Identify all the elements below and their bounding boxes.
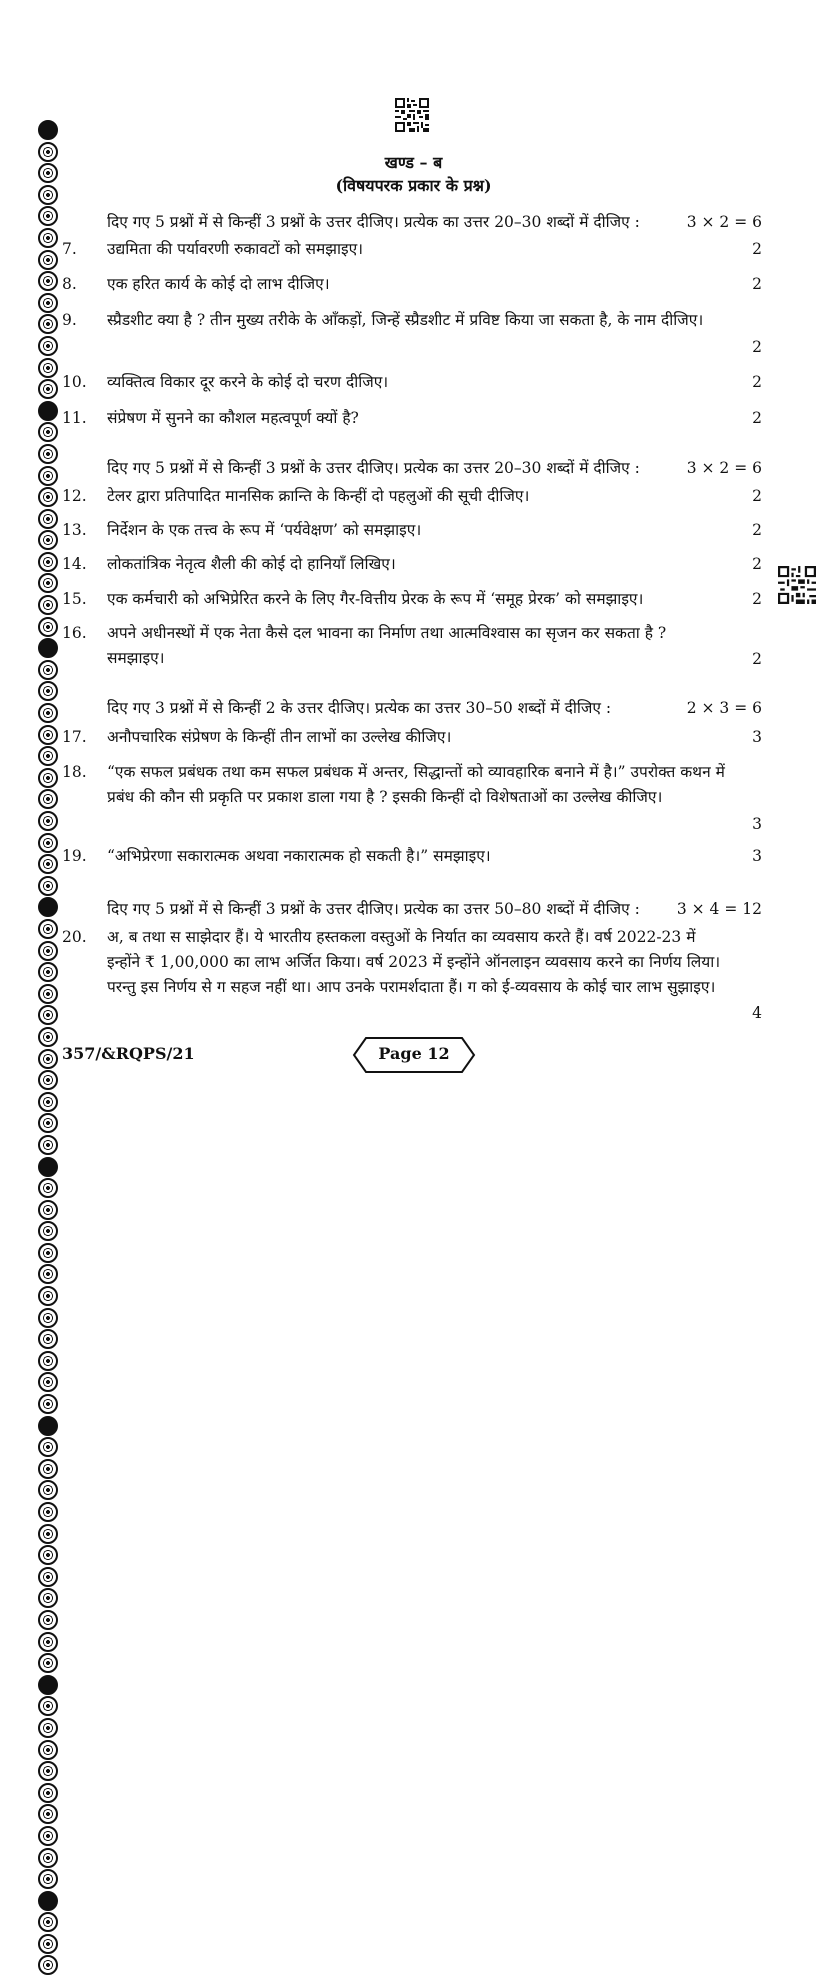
question-number: 13. xyxy=(62,521,87,539)
question-number: 15. xyxy=(62,590,87,608)
question-text: एक हरित कार्य के कोई दो लाभ दीजिए। xyxy=(107,275,330,293)
registration-ring-icon xyxy=(38,1351,58,1371)
question-marks: 3 xyxy=(752,728,762,746)
registration-ring-icon xyxy=(38,509,58,529)
registration-ring-icon xyxy=(38,1005,58,1025)
registration-ring-icon xyxy=(38,271,58,291)
registration-ring-icon xyxy=(38,552,58,572)
registration-ring-icon xyxy=(38,1221,58,1241)
registration-ring-icon xyxy=(38,487,58,507)
registration-ring-icon xyxy=(38,1545,58,1565)
registration-ring-icon xyxy=(38,1891,58,1911)
question-text: व्यक्तित्व विकार दूर करने के कोई दो चरण दीजिए। xyxy=(107,373,389,391)
registration-ring-icon xyxy=(38,293,58,313)
registration-ring-icon xyxy=(38,1869,58,1889)
question-marks: 2 xyxy=(752,409,762,427)
registration-ring-icon xyxy=(38,466,58,486)
question-text: अपने अधीनस्थों में एक नेता कैसे दल भावना का निर्माण तथा आत्मविश्वास का सृजन कर सकता है ? समझाइए। xyxy=(107,624,667,667)
registration-ring-icon xyxy=(38,1394,58,1414)
instruction-text: दिए गए 5 प्रश्नों में से किन्हीं 3 प्रश्नों के उत्तर दीजिए। प्रत्येक का उत्तर 20–30 शब्दों में दीजिए : xyxy=(107,213,640,231)
registration-ring-icon xyxy=(38,595,58,615)
registration-ring-icon xyxy=(38,1740,58,1760)
instruction-marks: 2 × 3 = 6 xyxy=(686,699,762,717)
registration-ring-icon xyxy=(38,1092,58,1112)
registration-ring-icon xyxy=(38,1826,58,1846)
paper-code: 357/&RQPS/21 xyxy=(62,1044,195,1063)
registration-ring-icon xyxy=(38,789,58,809)
question-marks: 2 xyxy=(752,590,762,608)
question-number: 8. xyxy=(62,275,77,293)
section-title: खण्ड – ब xyxy=(384,153,443,172)
question-number: 11. xyxy=(62,409,87,427)
registration-ring-icon xyxy=(38,401,58,421)
registration-ring-icon xyxy=(38,1567,58,1587)
question-marks: 3 xyxy=(752,815,762,833)
page-number: Page 12 xyxy=(378,1044,450,1063)
registration-ring-icon xyxy=(38,1804,58,1824)
question-number: 10. xyxy=(62,373,87,391)
instruction-marks: 3 × 4 = 12 xyxy=(676,900,762,918)
registration-ring-icon xyxy=(38,1135,58,1155)
registration-ring-icon xyxy=(38,1264,58,1284)
question-marks: 3 xyxy=(752,847,762,865)
question-marks: 2 xyxy=(752,521,762,539)
page-number-box xyxy=(352,1036,476,1074)
question-number: 18. xyxy=(62,763,87,781)
registration-ring-icon xyxy=(38,206,58,226)
question-marks: 2 xyxy=(752,338,762,356)
registration-ring-icon xyxy=(38,1157,58,1177)
qr-code-icon xyxy=(395,98,429,132)
registration-ring-icon xyxy=(38,1848,58,1868)
instruction-text: दिए गए 5 प्रश्नों में से किन्हीं 3 प्रश्नों के उत्तर दीजिए। प्रत्येक का उत्तर 50–80 शब्दों में दीजिए : xyxy=(107,900,640,918)
question-number: 12. xyxy=(62,487,87,505)
registration-ring-icon xyxy=(38,336,58,356)
registration-ring-icon xyxy=(38,250,58,270)
registration-ring-icon xyxy=(38,1480,58,1500)
registration-ring-icon xyxy=(38,919,58,939)
question-text: अ, ब तथा स साझेदार हैं। ये भारतीय हस्तकला वस्तुओं के निर्यात का व्यवसाय करते हैं। वर्ष 2022-23 में इन्होंने ₹ 1,00,000 का लाभ अर्जित किया। वर्ष 2023 में इन्होंने ऑनलाइन व्यवसाय करने का निर्णय लिया। परन्तु इस निर्णय से ग सहज नहीं था। आप उनके परामर्शदाता हैं। ग को ई-व्यवसाय के कोई चार लाभ सुझाइए। xyxy=(107,928,721,996)
registration-ring-icon xyxy=(38,1718,58,1738)
registration-ring-icon xyxy=(38,379,58,399)
registration-ring-icon xyxy=(38,897,58,917)
registration-ring-icon xyxy=(38,984,58,1004)
registration-ring-icon xyxy=(38,1286,58,1306)
registration-ring-icon xyxy=(38,1675,58,1695)
registration-ring-icon xyxy=(38,1955,58,1975)
question-number: 14. xyxy=(62,555,87,573)
question-text: निर्देशन के एक तत्त्व के रूप में ‘पर्यवेक्षण’ को समझाइए। xyxy=(107,521,422,539)
registration-ring-icon xyxy=(38,638,58,658)
registration-ring-icon xyxy=(38,811,58,831)
registration-ring-icon xyxy=(38,1416,58,1436)
registration-ring-icon xyxy=(38,1372,58,1392)
registration-ring-icon xyxy=(38,1178,58,1198)
instruction-marks: 3 × 2 = 6 xyxy=(686,459,762,477)
question-text: संप्रेषण में सुनने का कौशल महत्वपूर्ण क्यों है? xyxy=(107,409,359,427)
question-text: स्प्रैडशीट क्या है ? तीन मुख्य तरीके के आँकड़ों, जिन्हें स्प्रैडशीट में प्रविष्ट किया जा सकता है, के नाम दीजिए। xyxy=(107,311,704,329)
registration-ring-icon xyxy=(38,941,58,961)
registration-ring-icon xyxy=(38,1502,58,1522)
registration-ring-icon xyxy=(38,422,58,442)
question-marks: 2 xyxy=(752,555,762,573)
registration-ring-icon xyxy=(38,314,58,334)
registration-ring-icon xyxy=(38,1588,58,1608)
question-marks: 2 xyxy=(752,240,762,258)
registration-ring-icon xyxy=(38,854,58,874)
qr-code-icon xyxy=(778,566,816,604)
registration-ring-icon xyxy=(38,358,58,378)
registration-ring-icon xyxy=(38,1934,58,1954)
instruction-marks: 3 × 2 = 6 xyxy=(686,213,762,231)
registration-ring-icon xyxy=(38,1070,58,1090)
registration-ring-icon xyxy=(38,703,58,723)
question-text: “अभिप्रेरणा सकारात्मक अथवा नकारात्मक हो सकती है।” समझाइए। xyxy=(107,847,491,865)
registration-ring-icon xyxy=(38,1243,58,1263)
registration-ring-icon xyxy=(38,1653,58,1673)
question-text: उद्यमिता की पर्यावरणी रुकावटों को समझाइए। xyxy=(107,240,364,258)
instruction-text: दिए गए 3 प्रश्नों में से किन्हीं 2 के उत्तर दीजिए। प्रत्येक का उत्तर 30–50 शब्दों में दीजिए : xyxy=(107,699,612,717)
registration-ring-icon xyxy=(38,1912,58,1932)
registration-ring-icon xyxy=(38,228,58,248)
registration-ring-icon xyxy=(38,1761,58,1781)
question-text: “एक सफल प्रबंधक तथा कम सफल प्रबंधक में अन्तर, सिद्धान्तों को व्यावहारिक बनाने में है।” उपरोक्त कथन में प्रबंध की कौन सी प्रकृति पर प्रकाश डाला गया है ? इसकी किन्हीं दो विशेषताओं का उल्लेख कीजिए। xyxy=(107,763,725,806)
registration-ring-icon xyxy=(38,1113,58,1133)
registration-ring-icon xyxy=(38,617,58,637)
registration-ring-icon xyxy=(38,1459,58,1479)
question-text: एक कर्मचारी को अभिप्रेरित करने के लिए गैर-वित्तीय प्रेरक के रूप में ‘समूह प्रेरक’ को समझाइए। xyxy=(107,590,644,608)
section-subtitle: (विषयपरक प्रकार के प्रश्न) xyxy=(335,176,492,195)
question-number: 19. xyxy=(62,847,87,865)
registration-ring-icon xyxy=(38,573,58,593)
registration-ring-icon xyxy=(38,120,58,140)
registration-ring-icon xyxy=(38,768,58,788)
registration-ring-icon xyxy=(38,1610,58,1630)
question-marks: 2 xyxy=(752,373,762,391)
registration-ring-icon xyxy=(38,1632,58,1652)
registration-ring-icon xyxy=(38,1027,58,1047)
question-number: 16. xyxy=(62,624,87,642)
question-text: टेलर द्वारा प्रतिपादित मानसिक क्रान्ति के किन्हीं दो पहलुओं की सूची दीजिए। xyxy=(107,487,530,505)
registration-ring-icon xyxy=(38,1200,58,1220)
margin-registration-strip xyxy=(38,120,62,1977)
registration-ring-icon xyxy=(38,962,58,982)
registration-ring-icon xyxy=(38,833,58,853)
registration-ring-icon xyxy=(38,876,58,896)
registration-ring-icon xyxy=(38,1696,58,1716)
question-text: अनौपचारिक संप्रेषण के किन्हीं तीन लाभों का उल्लेख कीजिए। xyxy=(107,728,452,746)
registration-ring-icon xyxy=(38,681,58,701)
question-marks: 2 xyxy=(752,650,762,668)
registration-ring-icon xyxy=(38,1437,58,1457)
registration-ring-icon xyxy=(38,660,58,680)
question-marks: 4 xyxy=(752,1004,762,1022)
registration-ring-icon xyxy=(38,725,58,745)
question-marks: 2 xyxy=(752,275,762,293)
question-marks: 2 xyxy=(752,487,762,505)
registration-ring-icon xyxy=(38,444,58,464)
registration-ring-icon xyxy=(38,530,58,550)
question-number: 20. xyxy=(62,928,87,946)
question-text: लोकतांत्रिक नेतृत्व शैली की कोई दो हानियाँ लिखिए। xyxy=(107,555,396,573)
registration-ring-icon xyxy=(38,1524,58,1544)
registration-ring-icon xyxy=(38,1049,58,1069)
question-number: 7. xyxy=(62,240,77,258)
instruction-text: दिए गए 5 प्रश्नों में से किन्हीं 3 प्रश्नों के उत्तर दीजिए। प्रत्येक का उत्तर 20–30 शब्दों में दीजिए : xyxy=(107,459,640,477)
question-number: 17. xyxy=(62,728,87,746)
registration-ring-icon xyxy=(38,1329,58,1349)
question-number: 9. xyxy=(62,311,77,329)
registration-ring-icon xyxy=(38,1308,58,1328)
registration-ring-icon xyxy=(38,746,58,766)
registration-ring-icon xyxy=(38,1783,58,1803)
